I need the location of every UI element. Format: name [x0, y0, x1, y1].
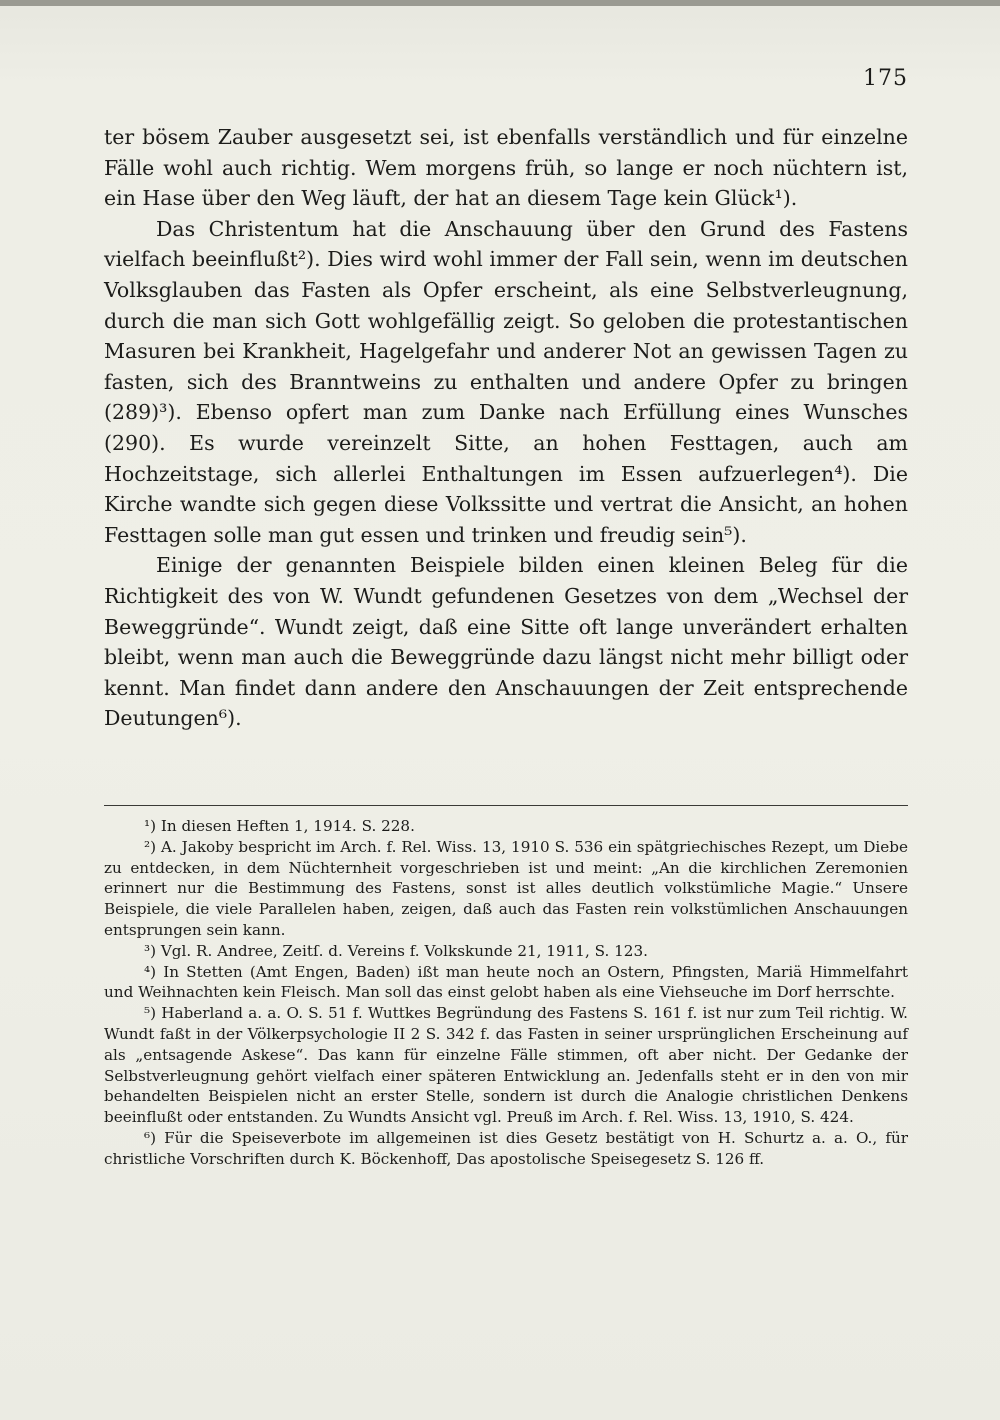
footnote: ⁶) Für die Speiseverbote im allgemeinen ist dies Gesetz bestätigt von H. Schurtz a. a. O., für christliche Vorschriften durch K. Böckenhoff, Das apostolische Speisegesetz S. 126 ff.: [104, 1128, 908, 1168]
footnote: ⁵) Haberland a. a. O. S. 51 f. Wuttkes Begründung des Fastens S. 161 f. ist nur zum Teil richtig. W. Wundt faßt in der Völkerpsychologie II 2 S. 342 f. das Fasten in seiner ursprünglichen Erscheinung auf als „entsagende Askese“. Das kann für einzelne Fälle stimmen, oft aber nicht. Der Gedanke der Selbstverleugnung gehört vielfach einer späteren Entwicklung an. Jedenfalls steht er in den von mir behandelten Beispielen nicht an erster Stelle, sondern ist durch die Analogie christlichen Denkens beeinflußt oder entstanden. Zu Wundts Ansicht vgl. Preuß im Arch. f. Rel. Wiss. 13, 1910, S. 424.: [104, 1004, 908, 1127]
body-paragraph: Einige der genannten Beispiele bilden einen kleinen Beleg für die Richtigkeit des von W. Wundt gefundenen Gesetzes von dem „Wechsel der Beweggründe“. Wundt zeigt, daß eine Sitte oft lange unverändert erhalten bleibt, wenn man auch die Beweggründe dazu längst nicht mehr billigt oder kennt. Man findet dann andere den Anschauungen der Zeit entsprechende Deutungen⁶).: [104, 553, 908, 731]
footnote-divider: [104, 805, 908, 806]
main-text: [104, 122, 908, 734]
page-top-edge: [0, 0, 1000, 6]
footnote: ²) A. Jakoby bespricht im Arch. f. Rel. Wiss. 13, 1910 S. 536 ein spätgriechisches Rezept, um Diebe zu entdecken, in dem Nüchternheit vorgeschrieben ist und meint: „An die kirchlichen Zeremonien erinnert nur die Bestimmung des Fastens, sonst ist alles deutlich volkstümliche Magie.“ Unsere Beispiele, die viele Parallelen haben, zeigen, daß auch das Fasten rein volkstümlichen Anschauungen entsprungen sein kann.: [104, 837, 908, 939]
page-number: 175: [863, 66, 908, 91]
footnote: ⁴) In Stetten (Amt Engen, Baden) ißt man heute noch an Ostern, Pfingsten, Mariä Himmelfahrt und Weihnachten kein Fleisch. Man soll das einst gelobt haben als eine Viehseuche im Dorf herrschte.: [104, 962, 908, 1002]
body-paragraph: Das Christentum hat die Anschauung über den Grund des Fastens vielfach beeinflußt²). Dies wird wohl immer der Fall sein, wenn im deutschen Volksglauben das Fasten als Opfer erscheint, als eine Selbstverleugnung, durch die man sich Gott wohlgefällig zeigt. So geloben die protestantischen Masuren bei Krankheit, Hagelgefahr und anderer Not an gewissen Tagen zu fasten, sich des Branntweins zu enthalten und andere Opfer zu bringen (289)³). Ebenso opfert man zum Danke nach Erfüllung eines Wunsches (290). Es wurde vereinzelt Sitte, an hohen Festtagen, auch am Hochzeitstage, sich allerlei Enthaltungen im Essen aufzuerlegen⁴). Die Kirche wandte sich gegen diese Volkssitte und vertrat die Ansicht, an hohen Festtagen solle man gut essen und trinken und freudig sein⁵).: [104, 216, 908, 547]
footnotes: [104, 816, 908, 1170]
footnote: ¹) In diesen Heften 1, 1914. S. 228.: [144, 817, 415, 835]
body-paragraph: ter bösem Zauber ausgesetzt sei, ist ebenfalls verständlich und für einzelne Fälle wohl auch richtig. Wem morgens früh, so lange er noch nüchtern ist, ein Hase über den Weg läuft, der hat an diesem Tage kein Glück¹).: [104, 125, 908, 211]
footnote: ³) Vgl. R. Andree, Zeitſ. d. Vereins f. Volkskunde 21, 1911, S. 123.: [144, 941, 648, 960]
